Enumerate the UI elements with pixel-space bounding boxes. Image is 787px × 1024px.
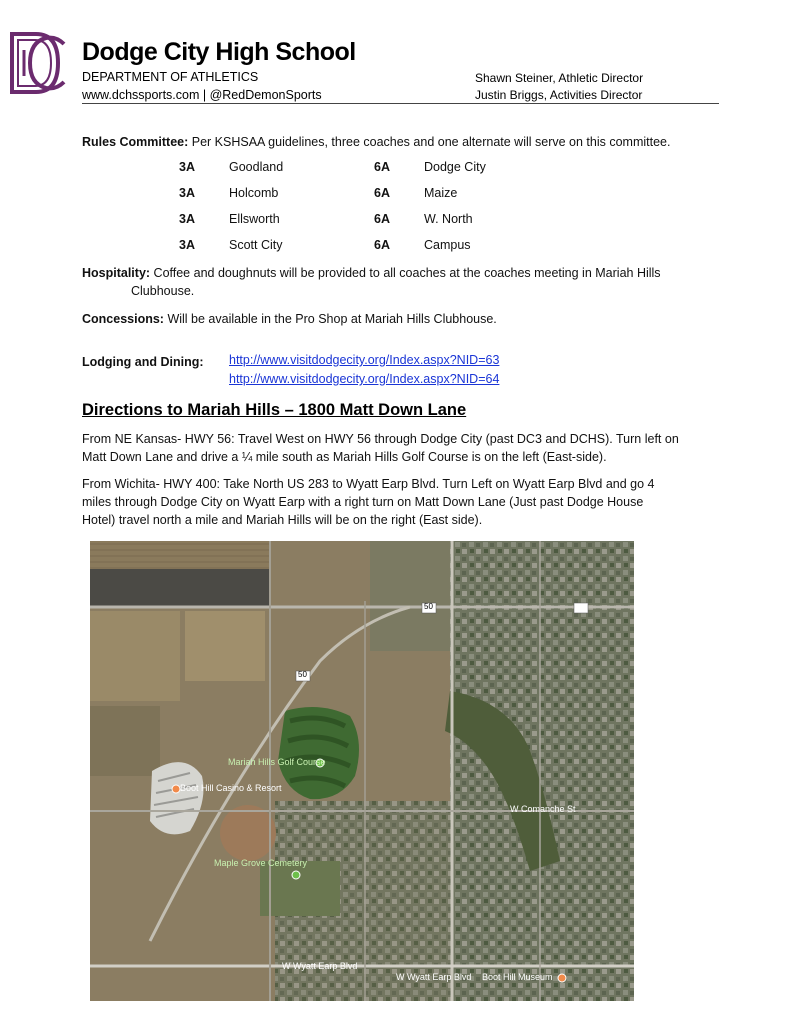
committee-school: Scott City — [229, 238, 283, 252]
concessions-label: Concessions: — [82, 312, 164, 326]
map-label-wyatt-earp-east: W Wyatt Earp Blvd — [396, 972, 472, 982]
committee-school: Maize — [424, 186, 458, 200]
committee-class: 3A — [179, 212, 195, 226]
committee-school: Ellsworth — [229, 212, 280, 226]
directions-wichita-line1: From Wichita- HWY 400: Take North US 283 to Wyatt Earp Blvd. Turn Left on Wyatt Earp Blvd and go 4 — [82, 477, 655, 491]
committee-class: 6A — [374, 238, 390, 252]
route-50-shield: 50 — [424, 602, 433, 611]
committee-class: 6A — [374, 212, 390, 226]
directions-ne-line1: From NE Kansas- HWY 56: Travel West on HWY 56 through Dodge City (past DC3 and DCHS). Turn left on — [82, 432, 679, 446]
map-label-casino[interactable]: Boot Hill Casino & Resort — [180, 783, 282, 793]
hospitality-paragraph — [82, 264, 661, 282]
committee-class: 3A — [179, 238, 195, 252]
hospitality-label: Hospitality: — [82, 266, 151, 280]
directions-ne-line2: Matt Down Lane and drive a ¼ mile south as Mariah Hills Golf Course is on the left (East-side). — [82, 450, 607, 464]
hospitality-continuation: Clubhouse. — [131, 284, 195, 298]
map-label-wyatt-earp-west: W Wyatt Earp Blvd — [282, 961, 358, 971]
activities-director: Justin Briggs, Activities Director — [475, 88, 643, 102]
committee-class: 3A — [179, 160, 195, 174]
committee-school: Goodland — [229, 160, 284, 174]
satellite-map[interactable] — [90, 541, 634, 1001]
directions-wichita-line2: miles through Dodge City on Wyatt Earp with a right turn on Matt Down Lane (Just past Dodge House — [82, 495, 644, 509]
map-label-golf-course[interactable]: Mariah Hills Golf Course — [228, 757, 326, 767]
rules-committee-text: Per KSHSAA guidelines, three coaches and one alternate will serve on this committee. — [188, 135, 671, 149]
hospitality-text: Coffee and doughnuts will be provided to all coaches at the coaches meeting in Mariah Hills — [150, 266, 661, 280]
dc-logo — [6, 30, 68, 96]
directions-heading: Directions to Mariah Hills – 1800 Matt Down Lane — [82, 401, 467, 419]
rules-committee-paragraph — [82, 133, 670, 151]
map-label-cemetery[interactable]: Maple Grove Cemetery — [214, 858, 308, 868]
lodging-label: Lodging and Dining: — [82, 355, 204, 369]
lodging-link-64[interactable]: http://www.visitdodgecity.org/Index.aspx?NID=64 — [229, 372, 500, 386]
concessions-paragraph — [82, 310, 497, 328]
committee-school: Dodge City — [424, 160, 486, 174]
school-name: Dodge City High School — [82, 38, 356, 66]
directions-wichita-line3: Hotel) travel north a mile and Mariah Hills will be on the right (East side). — [82, 513, 483, 527]
athletic-director: Shawn Steiner, Athletic Director — [475, 71, 644, 85]
committee-school: W. North — [424, 212, 473, 226]
map-label-comanche-st: W Comanche St — [510, 804, 576, 814]
route-50-shield: 50 — [298, 670, 307, 679]
committee-class: 3A — [179, 186, 195, 200]
committee-class: 6A — [374, 160, 390, 174]
map-label-museum[interactable]: Boot Hill Museum — [482, 972, 553, 982]
concessions-text: Will be available in the Pro Shop at Mariah Hills Clubhouse. — [163, 312, 497, 326]
committee-class: 6A — [374, 186, 390, 200]
header-divider — [82, 103, 719, 104]
lodging-link-63[interactable]: http://www.visitdodgecity.org/Index.aspx?NID=63 — [229, 353, 500, 367]
website-and-social: www.dchssports.com | @RedDemonSports — [82, 88, 322, 102]
rules-committee-label: Rules Committee: — [82, 135, 189, 149]
committee-school: Campus — [424, 238, 471, 252]
department-name: DEPARTMENT OF ATHLETICS — [82, 70, 259, 84]
committee-school: Holcomb — [229, 186, 279, 200]
